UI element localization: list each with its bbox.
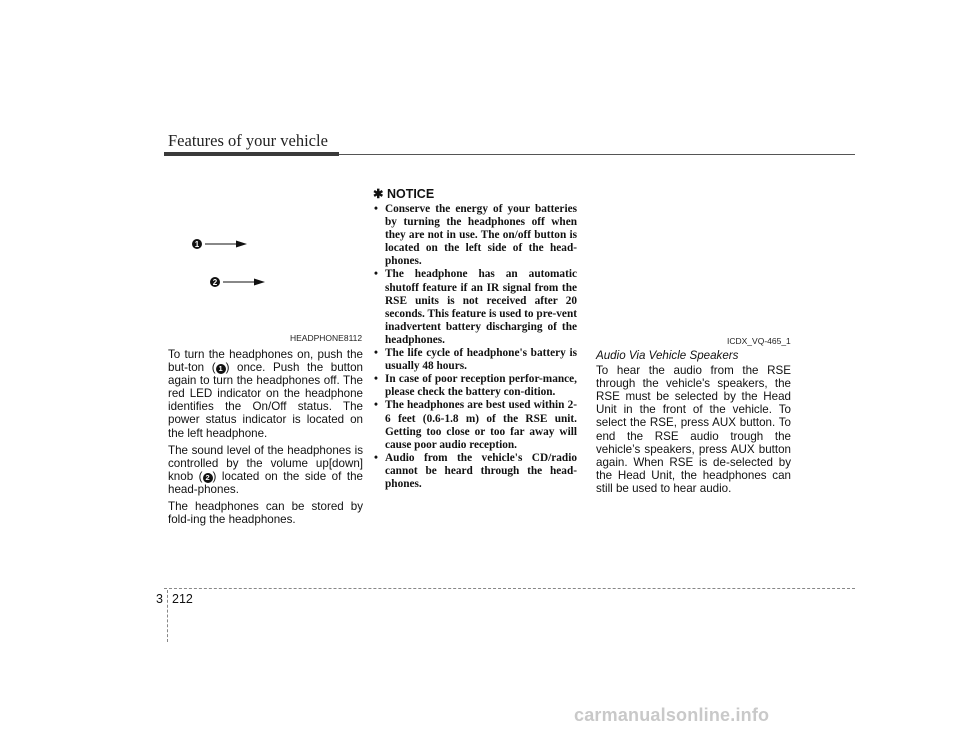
notice-item: • In case of poor reception perfor-mance, please check the battery con-dition. bbox=[373, 373, 577, 399]
paragraph-power: To turn the headphones on, push the but-ton ( 1 ) once. Push the button again to turn the headphones off. The red LED indicator on the headphone identifies the On/Off status. The power status indicator is located on the left headphone. bbox=[168, 348, 363, 440]
callout-ref-2: 2 bbox=[203, 473, 213, 483]
header-bar bbox=[164, 152, 339, 156]
footer-vertical-rule bbox=[167, 590, 168, 642]
notice-item: • Audio from the vehicle's CD/radio cannot be heard through the head-phones. bbox=[373, 452, 577, 491]
chapter-number: 3 bbox=[156, 592, 163, 606]
section-title: Features of your vehicle bbox=[168, 131, 328, 150]
notice-list bbox=[373, 203, 577, 491]
callout-2 bbox=[210, 275, 270, 289]
notice-item: • Conserve the energy of your batteries by turning the headphones off when they are not in use. The on/off button is located on the left side of the head-phones. bbox=[373, 203, 577, 268]
callout-2-number: 2 bbox=[212, 278, 218, 287]
callout-1-number: 1 bbox=[194, 240, 200, 249]
paragraph-audio-speakers: To hear the audio from the RSE through the vehicle's speakers, the RSE must be selected by the Head Unit in the front of the vehicle. To select the RSE, press AUX button. To end the RSE audio trough the vehicle’s speakers, press AUX button again. When RSE is de-selected by the Head Unit, the headphones can still be used to hear audio. bbox=[596, 364, 791, 495]
notice-item: • The headphones are best used within 2-6 feet (0.6-1.8 m) of the RSE unit. Getting too close or too far away will cause poor audio reception. bbox=[373, 399, 577, 451]
callout-ref-1: 1 bbox=[216, 364, 226, 374]
watermark: carmanualsonline.info bbox=[574, 705, 770, 725]
paragraph-storage: The headphones can be stored by fold-ing the headphones. bbox=[168, 500, 363, 527]
header-rule bbox=[339, 154, 855, 155]
left-column-text bbox=[168, 348, 363, 530]
figure-code-headphone: HEADPHONE8112 bbox=[290, 333, 363, 343]
right-column-text bbox=[596, 349, 791, 495]
figure-code-rse: ICDX_VQ-465_1 bbox=[727, 336, 791, 346]
notice-title: ✱ NOTICE bbox=[373, 187, 435, 201]
page-number: 212 bbox=[172, 592, 193, 606]
notice-item: • The life cycle of headphone's battery is usually 48 hours. bbox=[373, 347, 577, 373]
paragraph-volume: The sound level of the headphones is controlled by the volume up[down] knob ( 2 ) located on the side of the head-phones. bbox=[168, 443, 363, 496]
notice-item: • The headphone has an automatic shutoff feature if an IR signal from the RSE units is not received after 20 seconds. This feature is used to pre-vent inadvertent battery discharging of the headphones. bbox=[373, 268, 577, 347]
footer-rule bbox=[164, 588, 855, 589]
callout-1 bbox=[192, 237, 252, 251]
subheading-audio-speakers: Audio Via Vehicle Speakers bbox=[596, 349, 739, 362]
